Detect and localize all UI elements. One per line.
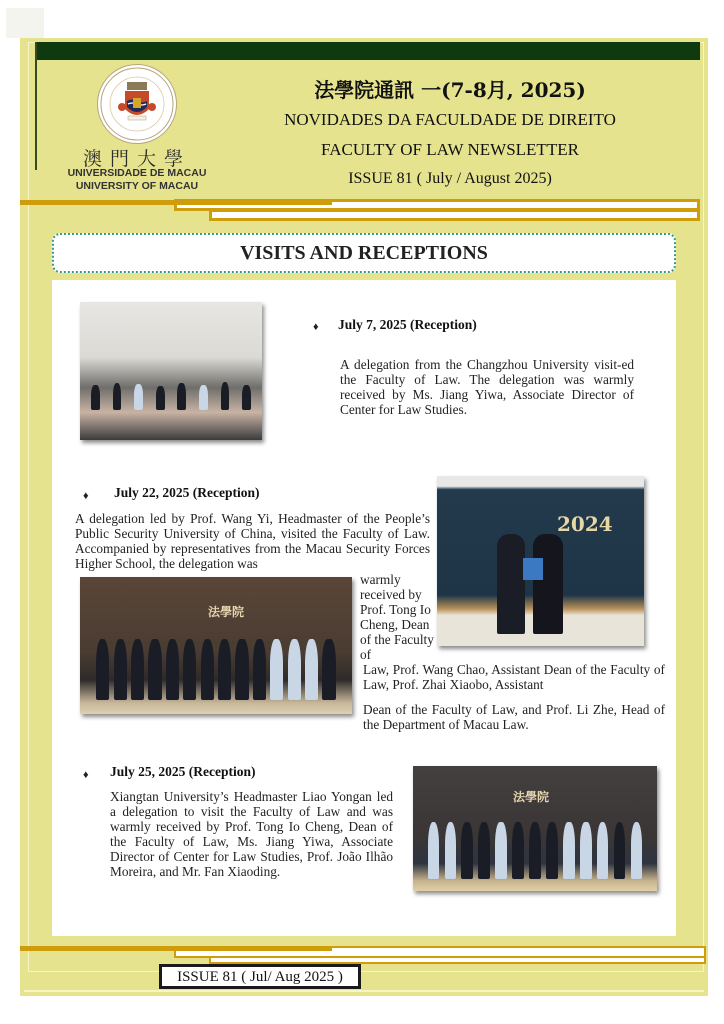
bullet-icon: ♦ — [83, 769, 89, 781]
university-name-pt: UNIVERSIDADE DE MACAU — [67, 167, 207, 179]
person-figure — [533, 534, 563, 634]
section-title: VISITS AND RECEPTIONS — [52, 233, 676, 273]
photo-wall-year: 2024 — [557, 512, 613, 536]
university-name-zh: 澳門大學 — [82, 148, 191, 170]
bullet-icon: ♦ — [83, 490, 89, 502]
newsletter-title-pt: NOVIDADES DA FACULDADE DE DIREITO — [284, 110, 616, 129]
item-heading: July 7, 2025 (Reception) — [338, 317, 477, 332]
person-figure — [497, 534, 525, 634]
university-crest-icon — [98, 65, 176, 143]
item-body: A delegation from the Changzhou University visit-ed the Faculty of Law. The delegation was warmly received by Ms. Jiang Yiwa, Associate Director of Center for Law Studies. — [340, 357, 634, 417]
item-body: warmly received by Prof. Tong Io Cheng, Dean of the Faculty of — [360, 572, 434, 662]
header-divider — [35, 42, 37, 170]
bullet-icon: ♦ — [313, 321, 319, 333]
university-name-en: UNIVERSITY OF MACAU — [75, 180, 199, 192]
item-heading: July 22, 2025 (Reception) — [114, 485, 260, 500]
header-bar — [36, 42, 700, 60]
item-heading: July 25, 2025 (Reception) — [110, 764, 256, 779]
item-body: Law, Prof. Wang Chao, Assistant Dean of the Faculty of Law, Prof. Zhai Xiaobo, Assistant — [363, 662, 665, 692]
corner-tab — [6, 8, 44, 38]
meeting-room-photo — [80, 302, 262, 440]
item-body: Dean of the Faculty of Law, and Prof. Li Zhe, Head of the Department of Macau Law. — [363, 702, 665, 732]
gift-exchange-photo — [437, 476, 644, 646]
book-gift — [523, 558, 543, 580]
footer-issue-label: ISSUE 81 ( Jul/ Aug 2025 ) — [159, 964, 361, 989]
frame-border — [24, 990, 704, 992]
group-photo — [413, 766, 657, 891]
gold-bar — [20, 946, 332, 951]
photo-sign: 法學院 — [208, 605, 245, 619]
newsletter-title-en: FACULTY OF LAW NEWSLETTER — [321, 140, 579, 159]
photo-sign: 法學院 — [513, 790, 550, 804]
group-photo — [80, 577, 352, 714]
newsletter-title-zh: 法學院通訊 一(7-8月, 2025) — [314, 78, 586, 102]
gold-bar — [20, 200, 332, 205]
issue-label: ISSUE 81 ( July / August 2025) — [348, 170, 552, 187]
item-body: A delegation led by Prof. Wang Yi, Headmaster of the People’s Public Security University of China, visited the Faculty of Law. Accompanied by representatives from the Macau Security Forces Higher School, the delegation was — [75, 511, 430, 571]
university-logo — [97, 64, 177, 144]
item-body: Xiangtan University’s Headmaster Liao Yongan led a delegation to visit the Faculty of Law and was warmly received by Prof. Tong Io Cheng, Dean of the Faculty of Law, Ms. Jiang Yiwa, Associate Director of Center for Law Studies, Prof. João Ilhão Moreira, and Mr. Fan Xiaoding. — [110, 789, 393, 879]
